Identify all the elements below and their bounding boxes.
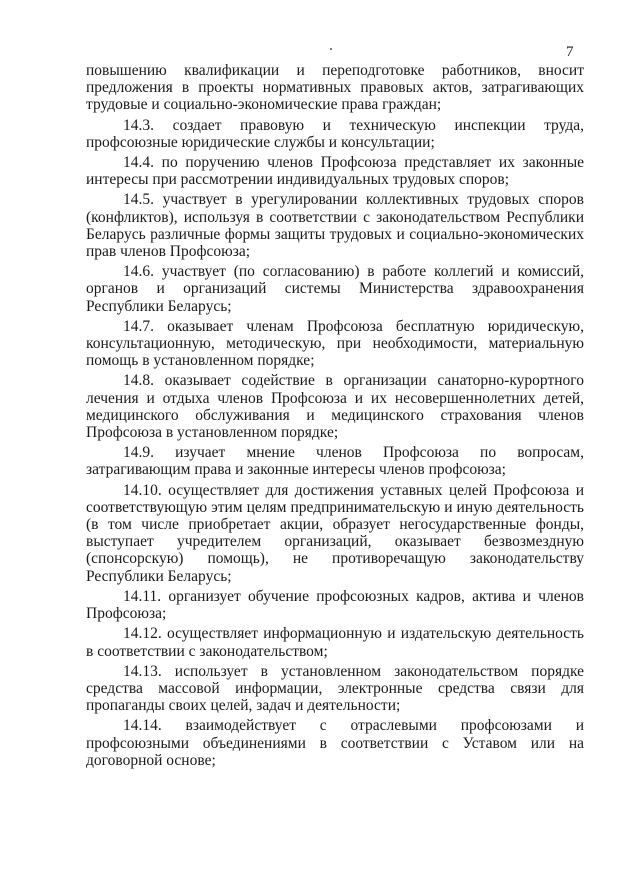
paragraph-continuation: повышению квалификации и переподготовке работников, вносит предложения в проекты нормативных правовых актов, затрагивающих трудовые и социально-экономические права граждан;: [86, 62, 584, 114]
paragraph-14-5: 14.5. участвует в урегулировании коллективных трудовых споров (конфликтов), используя в соответствии с законодательством Республики Беларусь различные формы защиты трудовых и социально-экономических прав членов Профсоюза;: [86, 191, 584, 261]
paragraph-14-6: 14.6. участвует (по согласованию) в работе коллегий и комиссий, органов и организаций системы Министерства здравоохранения Республики Беларусь;: [86, 263, 584, 315]
paragraph-14-10: 14.10. осуществляет для достижения уставных целей Профсоюза и соответствующую этим целям предпринимательскую и иную деятельность (в том числе приобретает акции, образует негосударственные фонды, выступает учредителем организаций, оказывает безвозмездную (спонсорскую) помощь), не противоречащую законодательству Республики Беларусь;: [86, 481, 584, 585]
paragraph-14-3: 14.3. создает правовую и техническую инспекции труда, профсоюзные юридические службы и консультации;: [86, 116, 584, 151]
paragraph-14-12: 14.12. осуществляет информационную и издательскую деятельность в соответствии с законодательством;: [86, 625, 584, 660]
scan-speck: [330, 48, 332, 50]
document-body: [86, 62, 584, 772]
paragraph-14-11: 14.11. организует обучение профсоюзных кадров, актива и членов Профсоюза;: [86, 587, 584, 623]
page-number: 7: [566, 44, 574, 60]
paragraph-14-9: 14.9. изучает мнение членов Профсоюза по вопросам, затрагивающим права и законные интересы членов профсоюза;: [86, 444, 584, 479]
paragraph-14-14: 14.14. взаимодействует с отраслевыми профсоюзами и профсоюзными объединениями в соответствии с Уставом или на договорной основе;: [86, 717, 584, 769]
paragraph-14-7: 14.7. оказывает членам Профсоюза бесплатную юридическую, консультационную, методическую, при необходимости, материальную помощь в установленном порядке;: [86, 317, 584, 370]
paragraph-14-8: 14.8. оказывает содействие в организации санаторно-курортного лечения и отдыха членов Профсоюза и их несовершеннолетних детей, медицинского обслуживания и медицинского страхования членов Профсоюза в установленном порядке;: [86, 372, 584, 442]
paragraph-14-4: 14.4. по поручению членов Профсоюза представляет их законные интересы при рассмотрении индивидуальных трудовых споров;: [86, 154, 584, 189]
paragraph-14-13: 14.13. использует в установленном законодательством порядке средства массовой информации, электронные средства связи для пропаганды своих целей, задач и деятельности;: [86, 662, 584, 715]
